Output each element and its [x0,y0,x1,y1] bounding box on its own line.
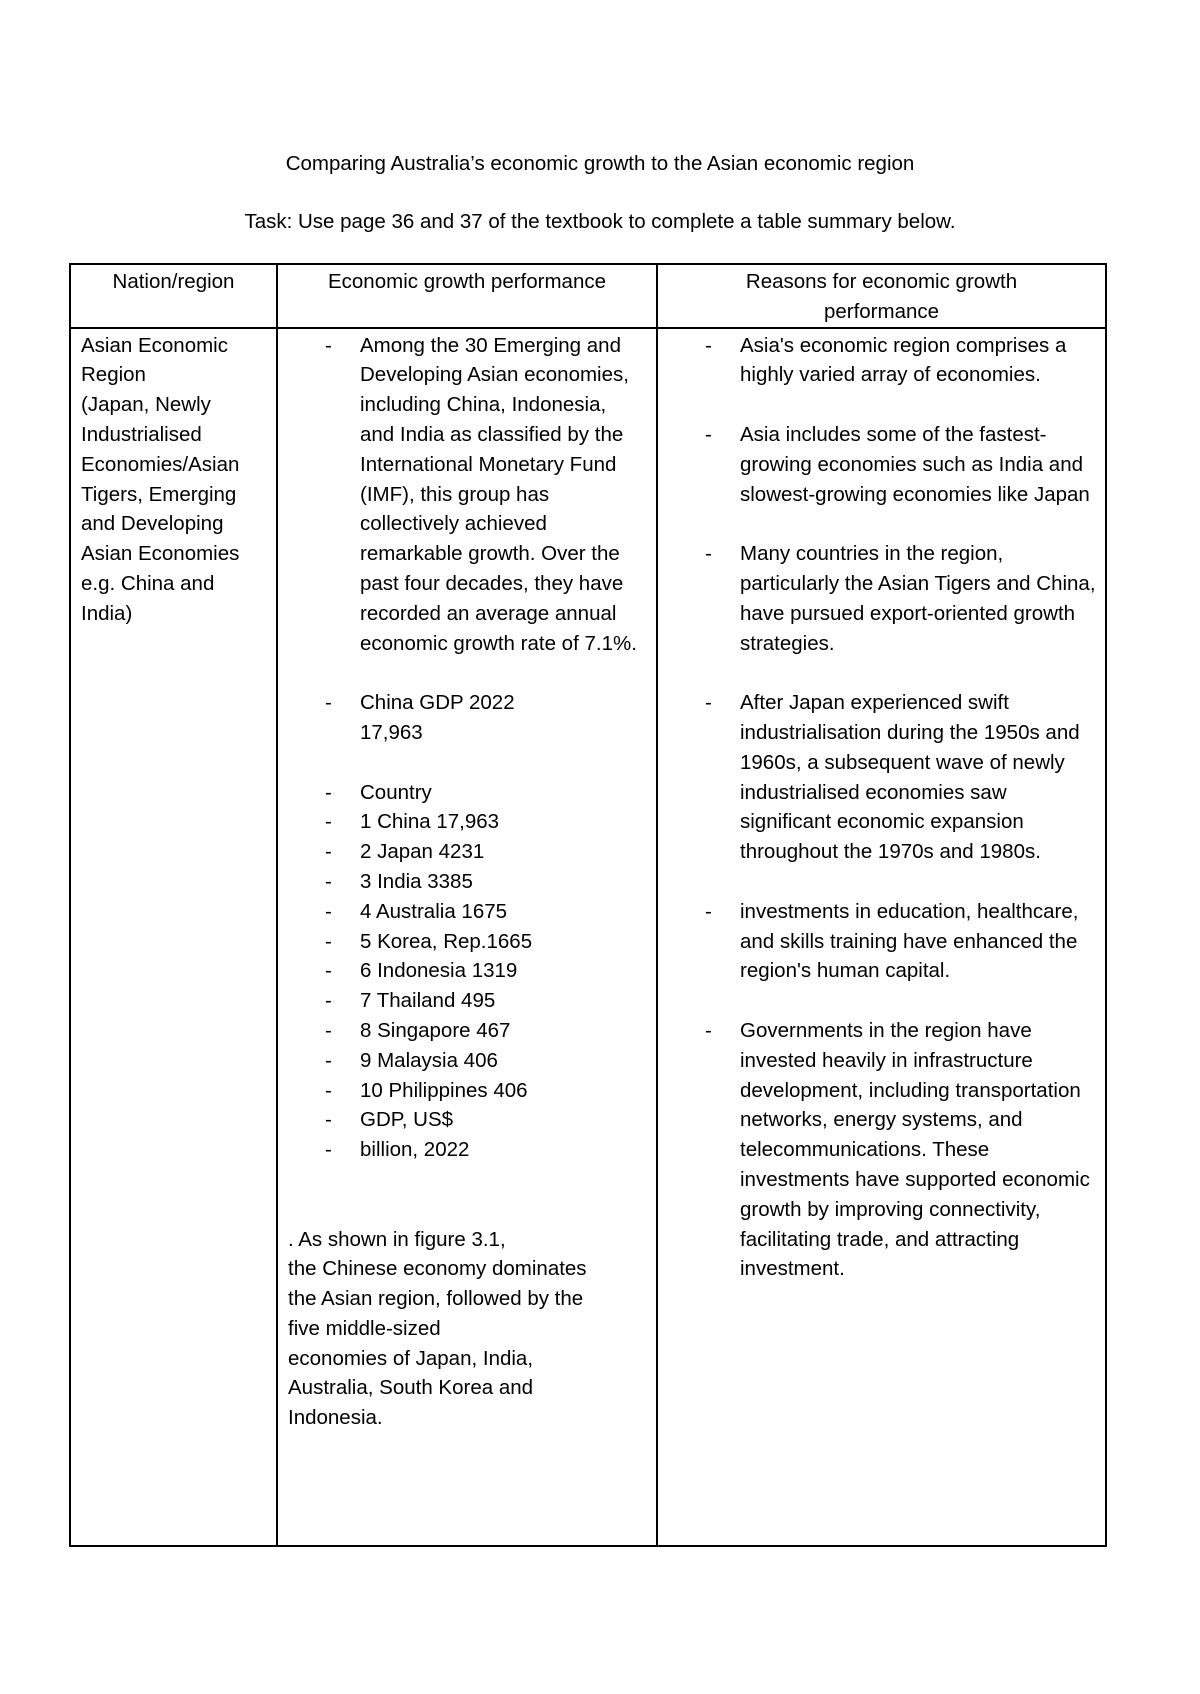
task-instruction: Task: Use page 36 and 37 of the textbook to complete a table summary below. [244,210,956,233]
page-title: Comparing Australia’s economic growth to the Asian economic region [285,152,915,175]
table-header-row [70,264,1106,328]
list-item: - 5 Korea, Rep.1665 [288,927,644,957]
list-item: - billion, 2022 [288,1135,644,1165]
list-item: - 2 Japan 4231 [288,837,644,867]
summary-table [69,263,1107,1547]
performance-cell [277,328,657,1546]
region-name: Asian Economic Region [81,333,228,387]
list-item [288,688,644,748]
header-growth-performance: Economic growth performance [277,264,657,328]
table-row [70,328,1106,1546]
list-item: - 3 India 3385 [288,867,644,897]
header-nation-region: Nation/region [70,264,277,328]
figure-note-line: the Asian region, followed by the [288,1287,584,1311]
list-item: - Asia includes some of the fastest-growing economies such as India and slowest-growing economies like Japan [668,420,1097,509]
reasons-list [668,331,1097,1285]
region-detail: (Japan, Newly Industrialised Economies/Asian Tigers, Emerging and Developing Asian Economies e.g. China and India) [81,393,240,625]
list-item: - 6 Indonesia 1319 [288,956,644,986]
figure-note-line: economies of Japan, India, [288,1346,534,1370]
header-growth-reasons: Reasons for economic growth performance [657,264,1106,328]
reasons-cell [657,328,1106,1546]
list-item: - 9 Malaysia 406 [288,1046,644,1076]
list-item: - GDP, US$ [288,1105,644,1135]
figure-note-line: Australia, South Korea and [288,1376,534,1400]
list-item: - Asia's economic region comprises a highly varied array of economies. [668,331,1097,391]
figure-note [288,1225,644,1434]
performance-list [288,331,644,1165]
list-item: - investments in education, healthcare, and skills training have enhanced the region's human capital. [668,897,1097,986]
figure-note-line: five middle-sized [288,1316,441,1340]
list-item: - 4 Australia 1675 [288,897,644,927]
china-gdp-label: - China GDP 2022 [360,691,515,715]
figure-note-line: the Chinese economy dominates [288,1257,587,1281]
list-item: - 8 Singapore 467 [288,1016,644,1046]
list-item: - Among the 30 Emerging and Developing Asian economies, including China, Indonesia, and India as classified by the International Monetary Fund (IMF), this group has collectively achieved remarkable growth. Over the past four decades, they have recorded an average annual economic growth rate of 7.1%. [288,331,644,659]
china-gdp-value: 17,963 [360,720,423,744]
list-item: - 10 Philippines 406 [288,1076,644,1106]
figure-note-line: Indonesia. [288,1406,383,1430]
figure-note-line: . As shown in figure 3.1, [288,1227,506,1251]
list-item: - Governments in the region have invested heavily in infrastructure development, including transportation networks, energy systems, and telecommunications. These investments have supported economic growth by improving connectivity, facilitating trade, and attracting investment. [668,1016,1097,1284]
list-item: - Many countries in the region, particularly the Asian Tigers and China, have pursued export-oriented growth strategies. [668,539,1097,658]
list-item: - 7 Thailand 495 [288,986,644,1016]
list-item: - 1 China 17,963 [288,807,644,837]
list-item: - After Japan experienced swift industrialisation during the 1950s and 1960s, a subsequent wave of newly industrialised economies saw significant economic expansion throughout the 1970s and 1980s. [668,688,1097,867]
list-item: - Country [288,778,644,808]
region-cell [70,328,277,1546]
